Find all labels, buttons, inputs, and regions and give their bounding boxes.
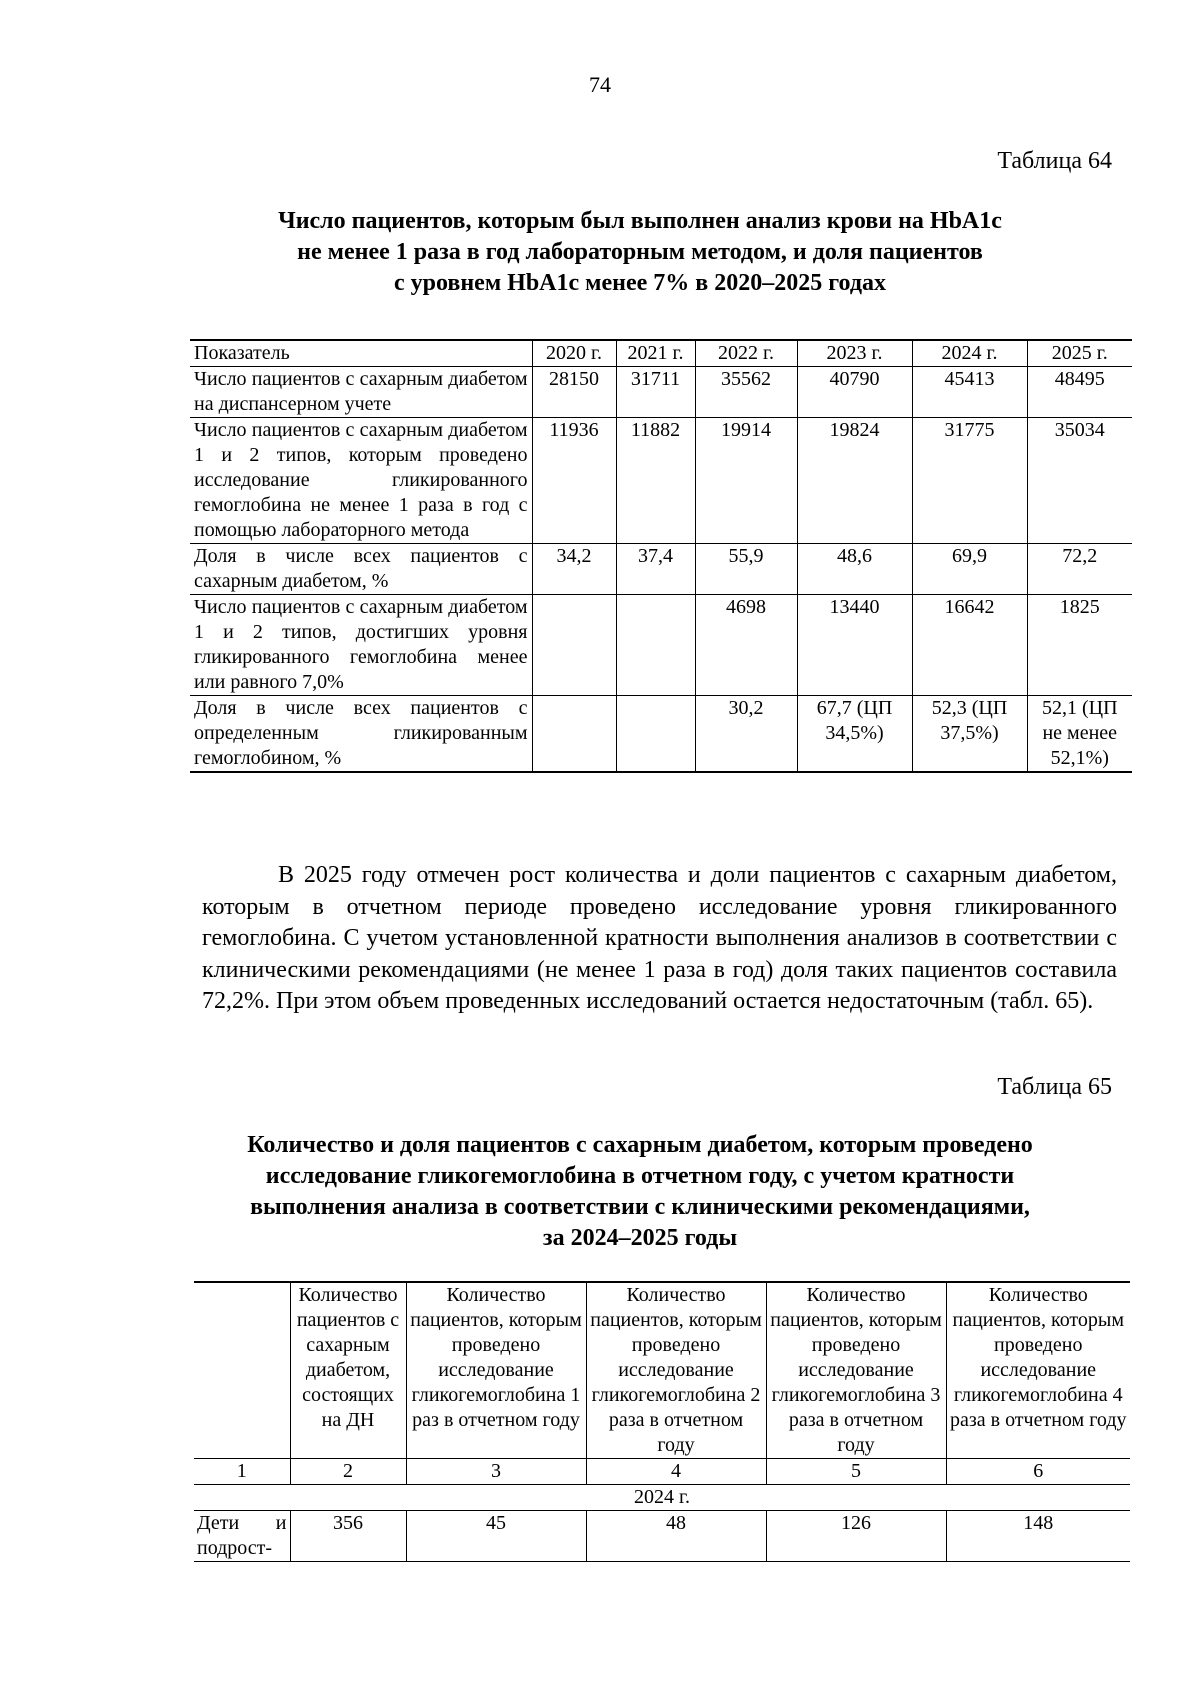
table65-header-cell	[194, 1282, 290, 1459]
table-row	[190, 418, 1132, 544]
table64-header-cell: 2024 г.	[912, 340, 1027, 367]
table-row	[190, 544, 1132, 595]
table-row	[190, 696, 1132, 773]
table-row	[190, 367, 1132, 418]
table-cell: 34,2	[532, 544, 616, 595]
table-cell: 67,7 (ЦП 34,5%)	[797, 696, 912, 773]
table64-header-row	[190, 340, 1132, 367]
table65-caption-line: за 2024–2025 годы	[542, 1225, 738, 1251]
table-cell: 31775	[912, 418, 1027, 544]
table64-header-cell: 2021 г.	[616, 340, 695, 367]
table64-caption	[180, 206, 1100, 299]
table64-caption-line: не менее 1 раза в год лабораторным методом, и доля пациентов	[297, 239, 983, 265]
row-label: Число пациентов с сахарным диабетом на диспансерном учете	[190, 367, 532, 418]
table64-caption-line: Число пациентов, которым был выполнен анализ крови на HbA1c	[278, 208, 1002, 234]
table-cell: 4698	[695, 595, 797, 696]
table64-header-cell: 2022 г.	[695, 340, 797, 367]
table64-header-cell: Показатель	[190, 340, 532, 367]
table64-header-cell: 2025 г.	[1027, 340, 1132, 367]
table-cell: 52,3 (ЦП 37,5%)	[912, 696, 1027, 773]
table65-header-cell: Количество пациентов, которым проведено исследование гликогемоглобина 3 раза в отчетном году	[766, 1282, 946, 1459]
table65-caption-line: исследование гликогемоглобина в отчетном году, с учетом кратности	[265, 1163, 1015, 1189]
page-number: 74	[589, 72, 611, 97]
table-cell: 30,2	[695, 696, 797, 773]
row-label: Дети и подрост-	[194, 1511, 290, 1562]
year-cell: 2024 г.	[194, 1485, 1130, 1511]
table-cell: 40790	[797, 367, 912, 418]
table-cell: 48	[586, 1511, 766, 1562]
table-cell: 16642	[912, 595, 1027, 696]
table-cell: 356	[290, 1511, 406, 1562]
table-row	[190, 595, 1132, 696]
table64-header-cell: 2023 г.	[797, 340, 912, 367]
table64-label: Таблица 64	[997, 148, 1112, 174]
year-row	[194, 1485, 1130, 1511]
table-cell: 13440	[797, 595, 912, 696]
table-cell: 35034	[1027, 418, 1132, 544]
column-number: 6	[946, 1459, 1130, 1485]
table65-header-cell: Количество пациентов, которым проведено исследование гликогемоглобина 4 раза в отчетном году	[946, 1282, 1130, 1459]
column-number: 4	[586, 1459, 766, 1485]
table65-header-cell: Количество пациентов, которым проведено исследование гликогемоглобина 1 раз в отчетном году	[406, 1282, 586, 1459]
row-label: Доля в числе всех пациентов с определенным гликированным гемоглобином, %	[190, 696, 532, 773]
table-cell: 1825	[1027, 595, 1132, 696]
table-cell: 11882	[616, 418, 695, 544]
table-cell: 19914	[695, 418, 797, 544]
table65-header-cell: Количество пациентов с сахарным диабетом, состоящих на ДН	[290, 1282, 406, 1459]
table-cell: 48495	[1027, 367, 1132, 418]
table-cell: 31711	[616, 367, 695, 418]
column-number: 3	[406, 1459, 586, 1485]
row-label: Доля в числе всех пациентов с сахарным диабетом, %	[190, 544, 532, 595]
table65-header-cell: Количество пациентов, которым проведено исследование гликогемоглобина 2 раза в отчетном году	[586, 1282, 766, 1459]
table-cell	[616, 595, 695, 696]
column-number: 5	[766, 1459, 946, 1485]
table65-label: Таблица 65	[997, 1074, 1112, 1100]
table64	[190, 339, 1132, 773]
table-cell: 35562	[695, 367, 797, 418]
table64-caption-line: с уровнем HbA1c менее 7% в 2020–2025 годах	[393, 270, 887, 296]
table-cell: 48,6	[797, 544, 912, 595]
table65-column-number-row	[194, 1459, 1130, 1485]
table-cell: 11936	[532, 418, 616, 544]
table-cell: 37,4	[616, 544, 695, 595]
table-cell: 72,2	[1027, 544, 1132, 595]
table-cell	[532, 595, 616, 696]
table-row	[194, 1511, 1130, 1562]
column-number: 2	[290, 1459, 406, 1485]
table-cell: 126	[766, 1511, 946, 1562]
table-cell	[616, 696, 695, 773]
column-number: 1	[194, 1459, 290, 1485]
table65-header-row	[194, 1282, 1130, 1459]
table65-caption-line: выполнения анализа в соответствии с клиническими рекомендациями,	[250, 1194, 1030, 1220]
row-label: Число пациентов с сахарным диабетом 1 и 2 типов, которым проведено исследование гликированного гемоглобина не менее 1 раза в год с помощью лабораторного метода	[190, 418, 532, 544]
table65	[194, 1281, 1130, 1562]
table-cell	[532, 696, 616, 773]
table-cell: 69,9	[912, 544, 1027, 595]
table65-caption	[180, 1130, 1100, 1254]
table-cell: 45413	[912, 367, 1027, 418]
table-cell: 52,1 (ЦП не менее 52,1%)	[1027, 696, 1132, 773]
table64-header-cell: 2020 г.	[532, 340, 616, 367]
table-cell: 28150	[532, 367, 616, 418]
body-paragraph: В 2025 году отмечен рост количества и доли пациентов с сахарным диабетом, которым в отчетном периоде проведено исследование уровня гликированного гемоглобина. С учетом установленной кратности выполнения анализов в соответствии с клиническими рекомендациями (не менее 1 раза в год) доля таких пациентов составила 72,2%. При этом объем проведенных исследований остается недостаточным (табл. 65).	[202, 862, 1117, 1014]
table-cell: 19824	[797, 418, 912, 544]
table-cell: 148	[946, 1511, 1130, 1562]
row-label: Число пациентов с сахарным диабетом 1 и 2 типов, достигших уровня гликированного гемоглобина менее или равного 7,0%	[190, 595, 532, 696]
table-cell: 45	[406, 1511, 586, 1562]
table65-caption-line: Количество и доля пациентов с сахарным диабетом, которым проведено	[247, 1132, 1033, 1158]
table-cell: 55,9	[695, 544, 797, 595]
